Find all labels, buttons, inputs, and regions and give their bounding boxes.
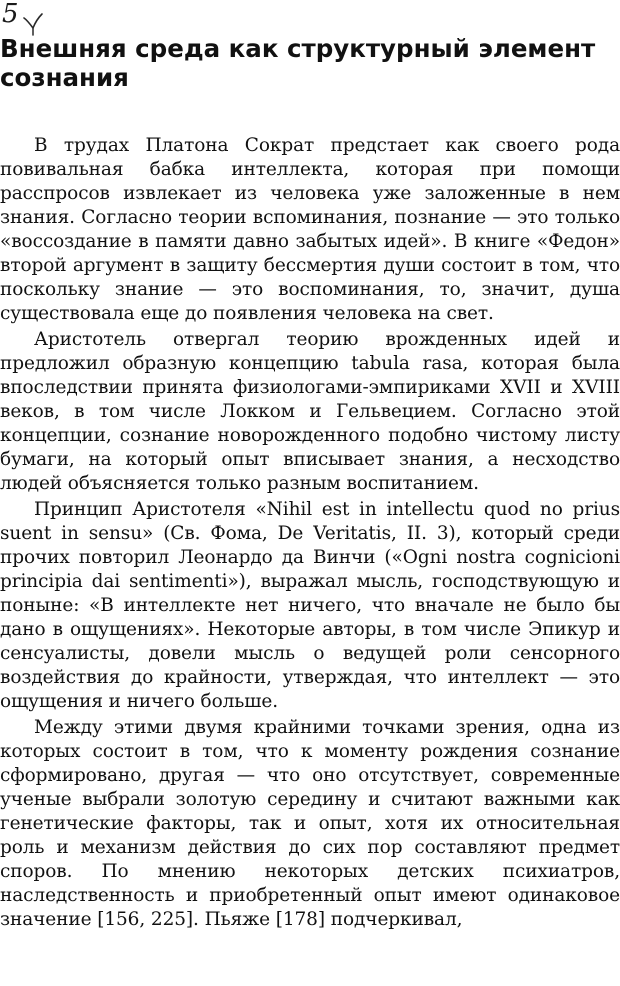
chapter-number: 5 [2, 0, 19, 29]
paragraph-socrates: В трудах Платона Сократ предстает как своего рода повивальная бабка интеллекта, которая при помощи расспросов извлекает из человека уже заложенные в нем знания. Согласно теории вспоминания, познание — это только «воссоздание в памяти давно забытых идей». В книге «Федон» второй аргумент в защиту бессмертия души состоит в том, что поскольку знание — это воспоминания, то, значит, душа существовала еще до появления человека на свет. [0, 135, 620, 324]
paragraph-middle-ground: Между этими двумя крайними точками зрения, одна из которых состоит в том, что к моменту рождения сознание сформировано, другая — что оно отсутствует, современные ученые выбрали золотую середину и считают важными как генетические факторы, так и опыт, хотя их относительная роль и механизм действия до сих пор составляют предмет споров. По мнению некоторых детских психиатров, наследственность и приобретенный опыт имеют одинаковое значение [156, 225]. Пьяже [178] подчеркивал, [0, 717, 620, 930]
chapter-title: Внешняя среда как структурный элемент сознания [0, 34, 596, 92]
handwritten-check-mark-icon [22, 12, 44, 36]
paragraph-aristotle-tabula-rasa: Аристотель отвергал теорию врожденных идей и предложил образную концепцию tabula rasa, которая была впоследствии принята физиологами-эмпириками XVII и XVIII веков, в том числе Локком и Гельвецием. Согласно этой концепции, сознание новорожденного подобно чистому листу бумаги, на который опыт вписывает знания, а несходство людей объясняется только разным воспитанием. [0, 329, 620, 494]
paragraph-aristotle-principle: Принцип Аристотеля «Nihil est in intellectu quod no prius suent in sensu» (Св. Фома, De Veritatis, II. 3), который среди прочих повторил Леонардо да Винчи («Ogni nostra cognicioni principia dai sentimenti»), выражал мысль, господствующую и поныне: «В интеллекте нет ничего, что вначале не было бы дано в ощущениях». Некоторые авторы, в том числе Эпикур и сенсуалисты, довели мысль о ведущей роли сенсорного воздействия до крайности, утверждая, что интеллект — это ощущения и ничего больше. [0, 499, 620, 712]
body-text [0, 134, 620, 932]
